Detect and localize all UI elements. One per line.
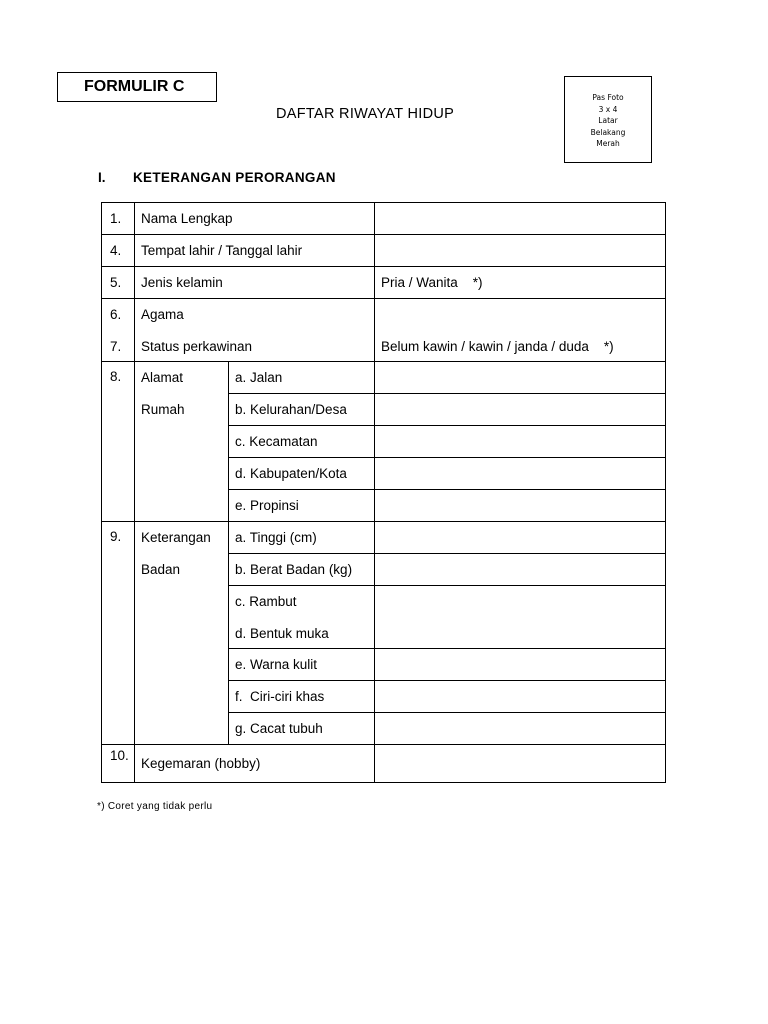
photo-line-3: Latar [598,116,618,125]
row-label-jenis-kelamin: Jenis kelamin [135,267,375,299]
sub-label-kabupaten-kota: d. Kabupaten/Kota [229,458,375,490]
table-row [102,299,666,362]
alamat-label-line-1: Alamat [141,370,184,385]
warna-kulit-field[interactable] [375,649,666,681]
status-perkawinan-value: Belum kawin / kawin / janda / duda *) [381,338,614,354]
photo-line-1: Pas Foto [592,93,624,102]
row-number: 4. [102,235,135,267]
rambut-bentuk-muka-field[interactable] [375,586,666,649]
photo-line-5: Merah [596,139,620,148]
sub-label-jalan: a. Jalan [229,362,375,394]
kabupaten-kota-field[interactable] [375,458,666,490]
badan-label-line-1: Keterangan [141,530,211,545]
tempat-tanggal-lahir-field[interactable] [375,235,666,267]
ciri-ciri-khas-field[interactable] [375,681,666,713]
row-number: 7. [110,338,122,354]
tinggi-field[interactable] [375,522,666,554]
row-label-tempat-tanggal-lahir: Tempat lahir / Tanggal lahir [135,235,375,267]
biodata-table [101,202,666,783]
sub-label-ciri-ciri-khas: f. Ciri-ciri khas [229,681,375,713]
row-label-kegemaran: Kegemaran (hobby) [135,745,375,783]
row-numbers-6-7 [102,299,135,362]
row-number: 8. [102,362,135,522]
document-title: DAFTAR RIWAYAT HIDUP [276,106,455,122]
row-label-keterangan-badan [135,522,229,745]
table-row [102,745,666,783]
row-label-nama-lengkap: Nama Lengkap [135,203,375,235]
row-number: 5. [102,267,135,299]
row-number: 6. [110,306,122,322]
table-row [102,203,666,235]
nama-lengkap-field[interactable] [375,203,666,235]
row-number: 1. [102,203,135,235]
sub-label-warna-kulit: e. Warna kulit [229,649,375,681]
cacat-tubuh-field[interactable] [375,713,666,745]
agama-value [381,306,659,323]
sub-labels-rambut-bentuk-muka [229,586,375,649]
form-label-box [57,72,217,102]
footnote: *) Coret yang tidak perlu [97,801,213,812]
table-row [102,522,666,554]
kelurahan-desa-field[interactable] [375,394,666,426]
photo-placeholder-box [564,76,652,163]
sub-label-kecamatan: c. Kecamatan [229,426,375,458]
row-labels-6-7 [135,299,375,362]
sub-label-bentuk-muka: d. Bentuk muka [235,625,329,641]
propinsi-field[interactable] [375,490,666,522]
kecamatan-field[interactable] [375,426,666,458]
badan-label-line-2: Badan [141,562,181,577]
row-label-status-perkawinan: Status perkawinan [141,338,253,354]
sub-label-kelurahan-desa: b. Kelurahan/Desa [229,394,375,426]
agama-status-field[interactable] [375,299,666,362]
photo-line-2: 3 x 4 [598,104,618,114]
row-label-alamat-rumah [135,362,229,522]
row-label-agama: Agama [141,306,184,322]
jenis-kelamin-field[interactable]: Pria / Wanita *) [375,267,666,299]
row-number: 10. [102,745,135,783]
section-title: KETERANGAN PERORANGAN [133,170,336,185]
alamat-label-line-2: Rumah [141,402,185,417]
section-number: I. [98,170,106,185]
table-row [102,267,666,299]
photo-line-4: Belakang [590,127,626,137]
jalan-field[interactable] [375,362,666,394]
sub-label-rambut: c. Rambut [235,593,297,609]
berat-badan-field[interactable] [375,554,666,586]
kegemaran-field[interactable] [375,745,666,783]
sub-label-propinsi: e. Propinsi [229,490,375,522]
sub-label-tinggi: a. Tinggi (cm) [229,522,375,554]
row-number: 9. [102,522,135,745]
sub-label-cacat-tubuh: g. Cacat tubuh [229,713,375,745]
table-row [102,362,666,394]
sub-label-berat-badan: b. Berat Badan (kg) [229,554,375,586]
table-row [102,235,666,267]
form-label: FORMULIR C [84,78,185,95]
